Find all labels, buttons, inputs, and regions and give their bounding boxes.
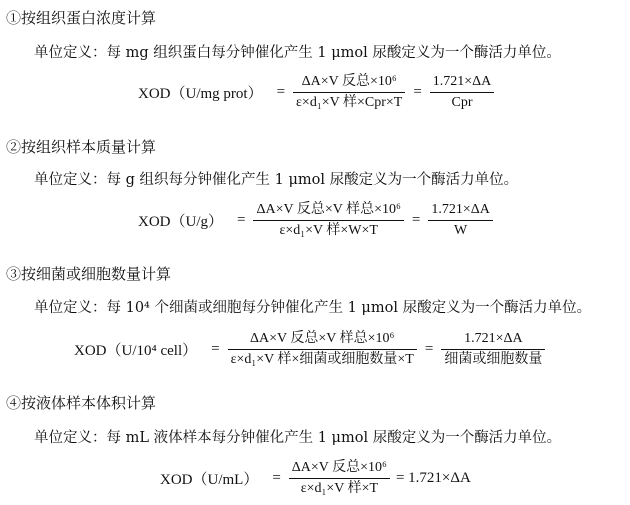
equals-sign: = bbox=[211, 341, 220, 357]
equals-sign: = bbox=[272, 470, 281, 486]
equals-sign: = bbox=[413, 84, 422, 100]
fraction-numerator: 1.721×ΔA bbox=[432, 74, 492, 89]
section-1-formula bbox=[138, 72, 494, 113]
formula-result: = 1.721×ΔA bbox=[395, 470, 471, 486]
section-2-heading: ②按组织样本质量计算 bbox=[6, 138, 157, 156]
section-1-heading: ①按组织蛋白浓度计算 bbox=[6, 9, 157, 27]
fraction-simplified bbox=[428, 200, 493, 241]
formula-lhs: XOD（U/10⁴ cell） bbox=[74, 343, 198, 359]
fraction-denominator: ε×d₁×V 样×T bbox=[300, 481, 379, 496]
section-3-heading: ③按细菌或细胞数量计算 bbox=[6, 265, 172, 283]
equals-sign: = bbox=[424, 341, 434, 357]
section-2-formula bbox=[138, 200, 493, 241]
fraction-numerator: ΔA×V 反总×V 样总×10⁶ bbox=[250, 331, 395, 346]
formula-lhs: XOD（U/mg prot） bbox=[138, 86, 263, 102]
fraction-denominator: ε×d₁×V 样×细菌或细胞数量×T bbox=[230, 352, 414, 367]
section-2-definition: 单位定义：每 g 组织每分钟催化产生 1 μmol 尿酸定义为一个酶活力单位。 bbox=[34, 172, 519, 188]
fraction-main bbox=[228, 329, 417, 370]
fraction-numerator: ΔA×V 反总×V 样总×10⁶ bbox=[256, 202, 401, 217]
fraction-simplified bbox=[441, 329, 545, 370]
section-4-definition: 单位定义：每 mL 液体样本每分钟催化产生 1 μmol 尿酸定义为一个酶活力单位。 bbox=[34, 430, 562, 446]
fraction-simplified bbox=[430, 72, 495, 113]
fraction-denominator: ε×d₁×V 样×W×T bbox=[279, 223, 378, 238]
fraction-denominator: ε×d₁×V 样×Cpr×T bbox=[296, 95, 403, 110]
fraction-main bbox=[289, 458, 390, 499]
fraction-main bbox=[293, 72, 405, 113]
section-3-definition: 单位定义：每 10⁴ 个细菌或细胞每分钟催化产生 1 μmol 尿酸定义为一个酶活力单位。 bbox=[34, 300, 592, 316]
equals-sign: = bbox=[411, 212, 421, 228]
fraction-main bbox=[253, 200, 403, 241]
formula-lhs: XOD（U/g） bbox=[138, 214, 223, 230]
section-4-formula bbox=[160, 458, 471, 499]
equals-sign: = bbox=[276, 84, 286, 100]
fraction-numerator: ΔA×V 反总×10⁶ bbox=[301, 74, 397, 89]
fraction-numerator: 1.721×ΔA bbox=[431, 202, 490, 217]
fraction-numerator: ΔA×V 反总×10⁶ bbox=[291, 460, 387, 475]
section-3-formula bbox=[74, 329, 545, 370]
fraction-numerator: 1.721×ΔA bbox=[464, 331, 523, 346]
section-4-heading: ④按液体样本体积计算 bbox=[6, 394, 157, 412]
equals-sign: = bbox=[237, 212, 246, 228]
formula-lhs: XOD（U/mL） bbox=[160, 472, 259, 488]
section-1-definition: 单位定义：每 mg 组织蛋白每分钟催化产生 1 μmol 尿酸定义为一个酶活力单位。 bbox=[34, 45, 561, 61]
fraction-denominator: 细菌或细胞数量 bbox=[444, 352, 543, 367]
fraction-denominator: W bbox=[453, 223, 468, 238]
fraction-denominator: Cpr bbox=[451, 95, 473, 110]
